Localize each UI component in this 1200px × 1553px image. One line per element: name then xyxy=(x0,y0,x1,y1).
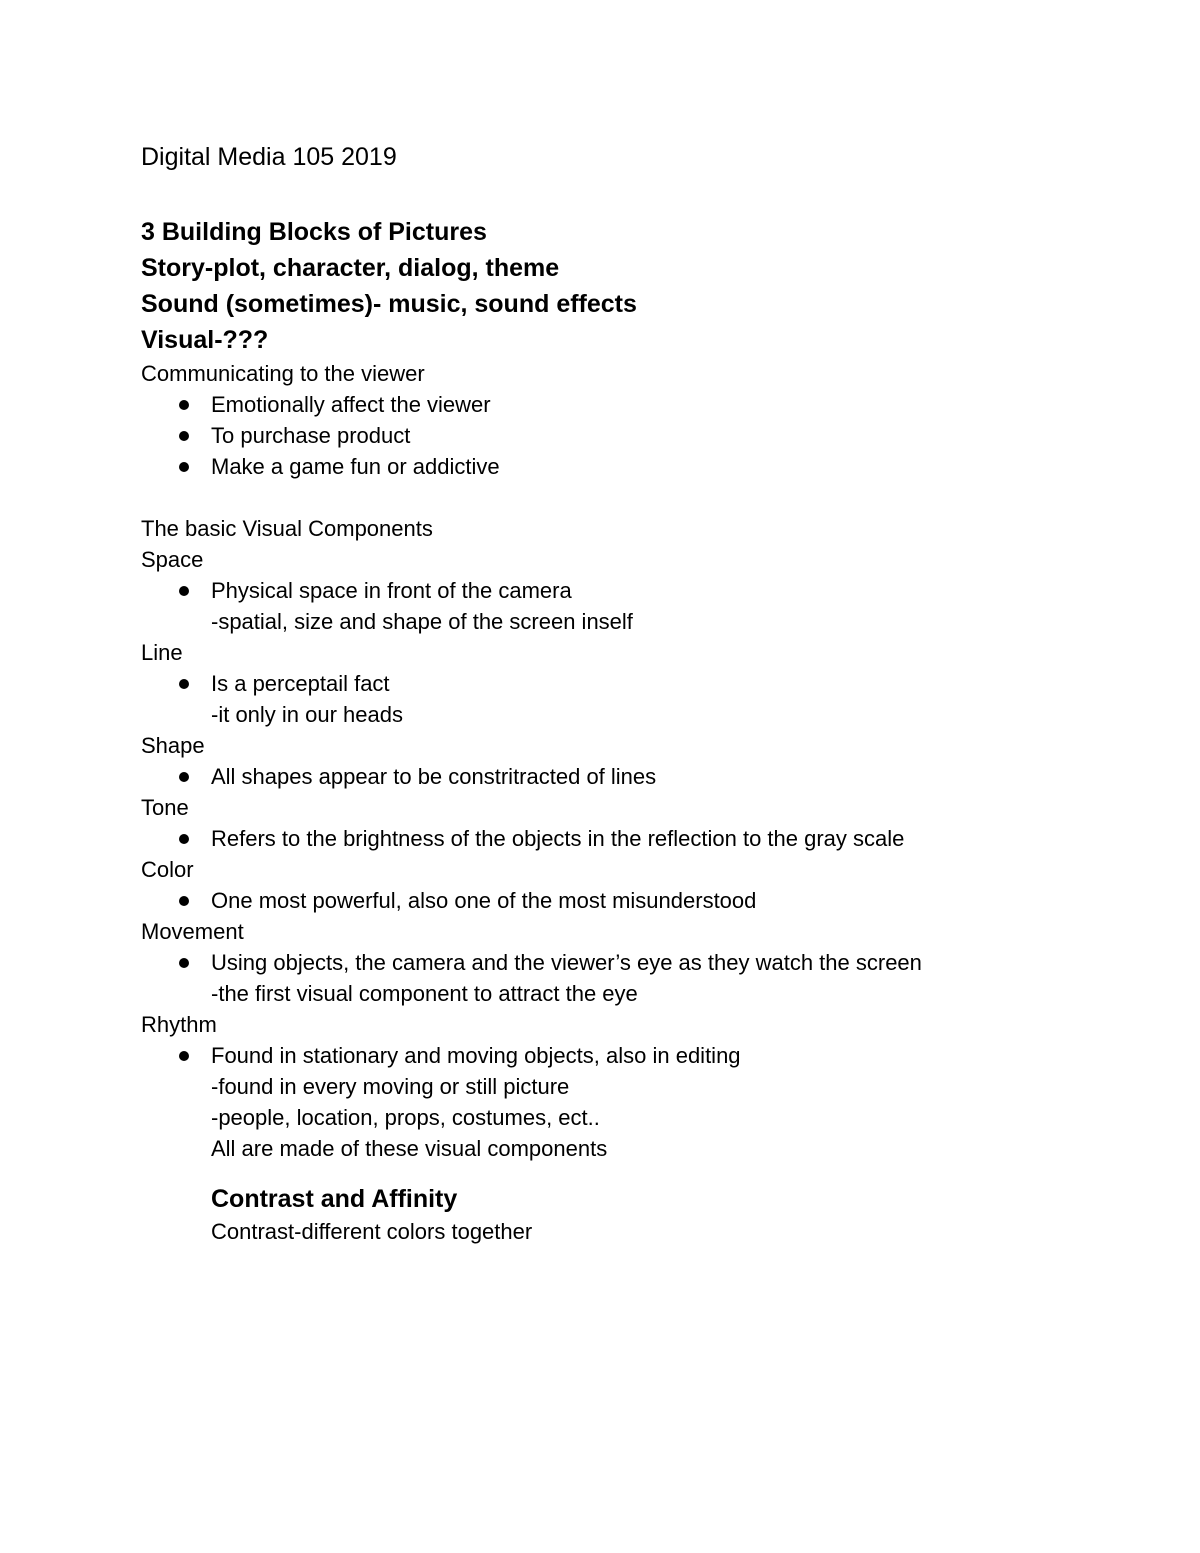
communicating-label: Communicating to the viewer xyxy=(141,361,425,386)
document-title: Digital Media 105 2019 xyxy=(141,143,397,171)
bullet-icon xyxy=(179,679,189,689)
space-label: Space xyxy=(141,547,204,572)
list-item xyxy=(141,947,1041,978)
list-item-text: Make a game fun or addictive xyxy=(211,454,500,479)
building-blocks-heading: 3 Building Blocks of Pictures xyxy=(141,218,487,246)
list-item-text: Emotionally affect the viewer xyxy=(211,392,491,417)
sub-note: -people, location, props, costumes, ect.. xyxy=(211,1105,600,1130)
contrast-text: Contrast-different colors together xyxy=(211,1219,533,1244)
sub-note: -it only in our heads xyxy=(211,702,403,727)
rhythm-label: Rhythm xyxy=(141,1012,217,1037)
list-item-text: Using objects, the camera and the viewer’s eye as they watch the screen xyxy=(211,950,922,975)
document-content xyxy=(141,140,1041,1247)
sub-note: All are made of these visual components xyxy=(211,1136,608,1161)
list-item-text: Found in stationary and moving objects, also in editing xyxy=(211,1043,741,1068)
bullet-icon xyxy=(179,400,189,410)
movement-label: Movement xyxy=(141,919,244,944)
line-label: Line xyxy=(141,640,183,665)
list-item-text: Refers to the brightness of the objects in the reflection to the gray scale xyxy=(211,826,905,851)
building-block-sound: Sound (sometimes)- music, sound effects xyxy=(141,290,637,318)
visual-components-heading: The basic Visual Components xyxy=(141,516,433,541)
tone-label: Tone xyxy=(141,795,189,820)
spacer xyxy=(141,482,1041,513)
list-item-text: Is a perceptail fact xyxy=(211,671,390,696)
list-item xyxy=(141,420,1041,451)
list-item xyxy=(141,885,1041,916)
color-label: Color xyxy=(141,857,194,882)
bullet-icon xyxy=(179,431,189,441)
building-block-visual: Visual-??? xyxy=(141,326,269,354)
list-item xyxy=(141,1040,1041,1071)
bullet-icon xyxy=(179,772,189,782)
building-block-story: Story-plot, character, dialog, theme xyxy=(141,254,560,282)
list-item-text: To purchase product xyxy=(211,423,411,448)
spacer xyxy=(141,174,1041,214)
sub-note: -the first visual component to attract the eye xyxy=(211,981,638,1006)
bullet-icon xyxy=(179,462,189,472)
bullet-icon xyxy=(179,896,189,906)
contrast-heading: Contrast and Affinity xyxy=(211,1185,458,1213)
bullet-icon xyxy=(179,586,189,596)
list-item xyxy=(141,451,1041,482)
list-item xyxy=(141,389,1041,420)
shape-label: Shape xyxy=(141,733,205,758)
list-item xyxy=(141,823,1041,854)
list-item-text: One most powerful, also one of the most misunderstood xyxy=(211,888,757,913)
sub-note: -found in every moving or still picture xyxy=(211,1074,570,1099)
list-item xyxy=(141,761,1041,792)
list-item xyxy=(141,575,1041,606)
bullet-icon xyxy=(179,1051,189,1061)
bullet-icon xyxy=(179,958,189,968)
bullet-icon xyxy=(179,834,189,844)
list-item xyxy=(141,668,1041,699)
list-item-text: Physical space in front of the camera xyxy=(211,578,572,603)
list-item-text: All shapes appear to be constritracted of lines xyxy=(211,764,657,789)
sub-note: -spatial, size and shape of the screen inself xyxy=(211,609,633,634)
spacer xyxy=(141,1164,1041,1182)
